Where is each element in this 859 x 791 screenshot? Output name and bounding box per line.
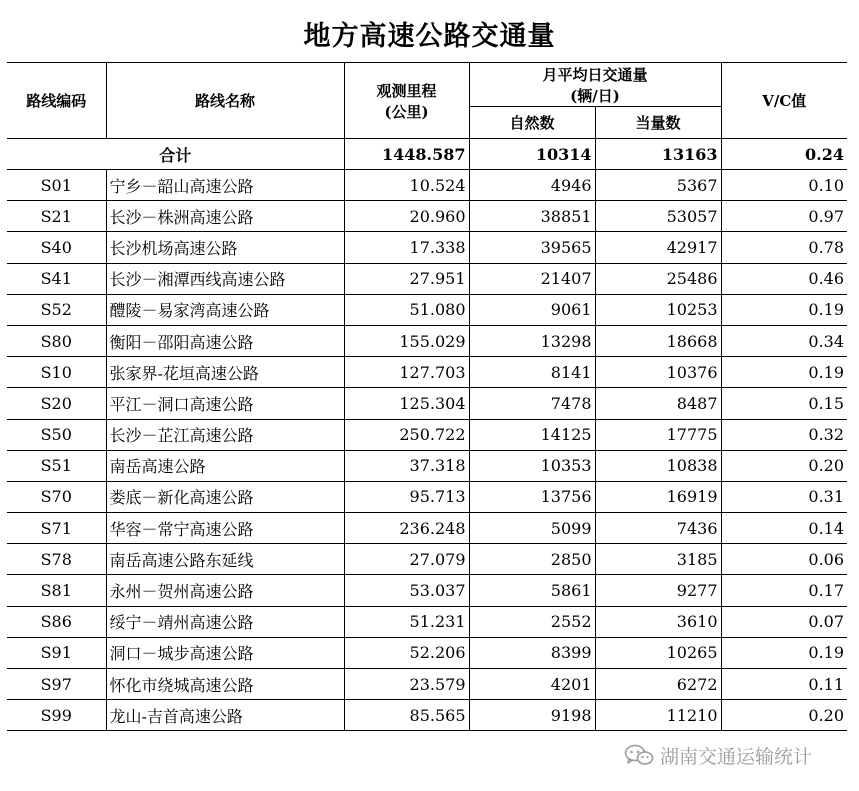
- cell-vc: 0.17: [721, 575, 847, 606]
- cell-code: S01: [7, 170, 106, 201]
- cell-name: 长沙－芷江高速公路: [106, 419, 344, 450]
- cell-vc: 0.19: [721, 294, 847, 325]
- total-mileage: 1448.587: [344, 139, 469, 170]
- table-row: [7, 232, 847, 263]
- cell-natural: 21407: [469, 263, 595, 294]
- cell-natural: 10353: [469, 450, 595, 481]
- cell-mileage: 17.338: [344, 232, 469, 263]
- cell-mileage: 53.037: [344, 575, 469, 606]
- cell-code: S80: [7, 325, 106, 356]
- cell-vc: 0.14: [721, 513, 847, 544]
- cell-equivalent: 3610: [595, 606, 721, 637]
- cell-code: S51: [7, 450, 106, 481]
- table-row: [7, 481, 847, 512]
- cell-natural: 4201: [469, 669, 595, 700]
- cell-vc: 0.20: [721, 700, 847, 731]
- cell-mileage: 20.960: [344, 201, 469, 232]
- cell-equivalent: 42917: [595, 232, 721, 263]
- cell-vc: 0.06: [721, 544, 847, 575]
- cell-vc: 0.46: [721, 263, 847, 294]
- cell-equivalent: 53057: [595, 201, 721, 232]
- cell-mileage: 37.318: [344, 450, 469, 481]
- total-equivalent: 13163: [595, 139, 721, 170]
- cell-vc: 0.19: [721, 637, 847, 668]
- header-name: 路线名称: [106, 63, 344, 139]
- cell-equivalent: 6272: [595, 669, 721, 700]
- cell-code: S10: [7, 357, 106, 388]
- cell-natural: 8141: [469, 357, 595, 388]
- page-title: 地方高速公路交通量: [303, 21, 556, 52]
- cell-name: 洞口－城步高速公路: [106, 637, 344, 668]
- table-row: [7, 419, 847, 450]
- cell-name: 南岳高速公路东延线: [106, 544, 344, 575]
- cell-code: S71: [7, 513, 106, 544]
- cell-equivalent: 3185: [595, 544, 721, 575]
- cell-mileage: 125.304: [344, 388, 469, 419]
- table-row: [7, 263, 847, 294]
- cell-equivalent: 10253: [595, 294, 721, 325]
- cell-vc: 0.78: [721, 232, 847, 263]
- header-mileage: [344, 63, 469, 139]
- cell-equivalent: 11210: [595, 700, 721, 731]
- cell-equivalent: 9277: [595, 575, 721, 606]
- cell-mileage: 52.206: [344, 637, 469, 668]
- cell-natural: 9198: [469, 700, 595, 731]
- cell-name: 宁乡－韶山高速公路: [106, 170, 344, 201]
- table-row: [7, 513, 847, 544]
- cell-natural: 8399: [469, 637, 595, 668]
- cell-name: 南岳高速公路: [106, 450, 344, 481]
- cell-mileage: 155.029: [344, 325, 469, 356]
- cell-mileage: 27.951: [344, 263, 469, 294]
- cell-natural: 38851: [469, 201, 595, 232]
- table-row: [7, 325, 847, 356]
- cell-code: S86: [7, 606, 106, 637]
- cell-equivalent: 8487: [595, 388, 721, 419]
- cell-vc: 0.07: [721, 606, 847, 637]
- cell-natural: 2850: [469, 544, 595, 575]
- header-flow-line1: 月平均日交通量: [542, 65, 648, 84]
- cell-name: 永州－贺州高速公路: [106, 575, 344, 606]
- cell-natural: 9061: [469, 294, 595, 325]
- cell-code: S91: [7, 637, 106, 668]
- table-row: [7, 637, 847, 668]
- table-row: [7, 388, 847, 419]
- cell-name: 华容－常宁高速公路: [106, 513, 344, 544]
- header-mileage-line2: (公里): [384, 102, 429, 121]
- cell-vc: 0.15: [721, 388, 847, 419]
- watermark-text: 湖南交通运输统计: [660, 745, 813, 768]
- cell-equivalent: 18668: [595, 325, 721, 356]
- cell-mileage: 10.524: [344, 170, 469, 201]
- cell-code: S81: [7, 575, 106, 606]
- cell-natural: 2552: [469, 606, 595, 637]
- cell-code: S41: [7, 263, 106, 294]
- cell-code: S52: [7, 294, 106, 325]
- cell-code: S97: [7, 669, 106, 700]
- cell-equivalent: 10265: [595, 637, 721, 668]
- cell-natural: 7478: [469, 388, 595, 419]
- table-row: [7, 201, 847, 232]
- total-natural: 10314: [469, 139, 595, 170]
- cell-natural: 5861: [469, 575, 595, 606]
- table-row: [7, 700, 847, 731]
- table-row: [7, 450, 847, 481]
- total-row: [7, 139, 847, 170]
- cell-name: 绥宁－靖州高速公路: [106, 606, 344, 637]
- table-row: [7, 170, 847, 201]
- cell-mileage: 23.579: [344, 669, 469, 700]
- cell-equivalent: 25486: [595, 263, 721, 294]
- header-flow: [469, 63, 721, 107]
- table-row: [7, 544, 847, 575]
- total-label: 合计: [7, 139, 344, 170]
- header-natural: 自然数: [469, 107, 595, 139]
- header-flow-line2: (辆/日): [570, 86, 620, 105]
- cell-vc: 0.32: [721, 419, 847, 450]
- cell-equivalent: 10376: [595, 357, 721, 388]
- cell-name: 长沙机场高速公路: [106, 232, 344, 263]
- cell-code: S21: [7, 201, 106, 232]
- cell-code: S20: [7, 388, 106, 419]
- cell-name: 醴陵－易家湾高速公路: [106, 294, 344, 325]
- total-vc: 0.24: [721, 139, 847, 170]
- cell-mileage: 95.713: [344, 481, 469, 512]
- cell-equivalent: 10838: [595, 450, 721, 481]
- cell-name: 长沙－湘潭西线高速公路: [106, 263, 344, 294]
- cell-natural: 13298: [469, 325, 595, 356]
- cell-vc: 0.34: [721, 325, 847, 356]
- cell-equivalent: 7436: [595, 513, 721, 544]
- cell-mileage: 51.231: [344, 606, 469, 637]
- cell-code: S99: [7, 700, 106, 731]
- cell-name: 龙山-吉首高速公路: [106, 700, 344, 731]
- cell-mileage: 250.722: [344, 419, 469, 450]
- wechat-icon: [624, 743, 654, 767]
- cell-code: S70: [7, 481, 106, 512]
- cell-natural: 39565: [469, 232, 595, 263]
- cell-natural: 5099: [469, 513, 595, 544]
- cell-vc: 0.10: [721, 170, 847, 201]
- cell-code: S50: [7, 419, 106, 450]
- cell-name: 衡阳－邵阳高速公路: [106, 325, 344, 356]
- cell-natural: 13756: [469, 481, 595, 512]
- header-vc: V/C值: [721, 63, 847, 139]
- table-row: [7, 575, 847, 606]
- cell-name: 娄底－新化高速公路: [106, 481, 344, 512]
- cell-name: 长沙－株洲高速公路: [106, 201, 344, 232]
- cell-vc: 0.97: [721, 201, 847, 232]
- table-row: [7, 606, 847, 637]
- cell-mileage: 236.248: [344, 513, 469, 544]
- table-row: [7, 357, 847, 388]
- header-mileage-line1: 观测里程: [376, 81, 437, 100]
- cell-equivalent: 16919: [595, 481, 721, 512]
- cell-vc: 0.19: [721, 357, 847, 388]
- cell-mileage: 51.080: [344, 294, 469, 325]
- cell-code: S78: [7, 544, 106, 575]
- cell-natural: 4946: [469, 170, 595, 201]
- table-row: [7, 294, 847, 325]
- cell-name: 平江－洞口高速公路: [106, 388, 344, 419]
- traffic-table: [7, 62, 847, 731]
- cell-name: 张家界-花垣高速公路: [106, 357, 344, 388]
- cell-equivalent: 5367: [595, 170, 721, 201]
- header-code: 路线编码: [7, 63, 106, 139]
- cell-vc: 0.31: [721, 481, 847, 512]
- cell-code: S40: [7, 232, 106, 263]
- cell-mileage: 85.565: [344, 700, 469, 731]
- cell-vc: 0.11: [721, 669, 847, 700]
- cell-mileage: 27.079: [344, 544, 469, 575]
- cell-mileage: 127.703: [344, 357, 469, 388]
- watermark: [624, 740, 812, 770]
- header-equivalent: 当量数: [595, 107, 721, 139]
- cell-natural: 14125: [469, 419, 595, 450]
- cell-equivalent: 17775: [595, 419, 721, 450]
- cell-vc: 0.20: [721, 450, 847, 481]
- table-row: [7, 669, 847, 700]
- cell-name: 怀化市绕城高速公路: [106, 669, 344, 700]
